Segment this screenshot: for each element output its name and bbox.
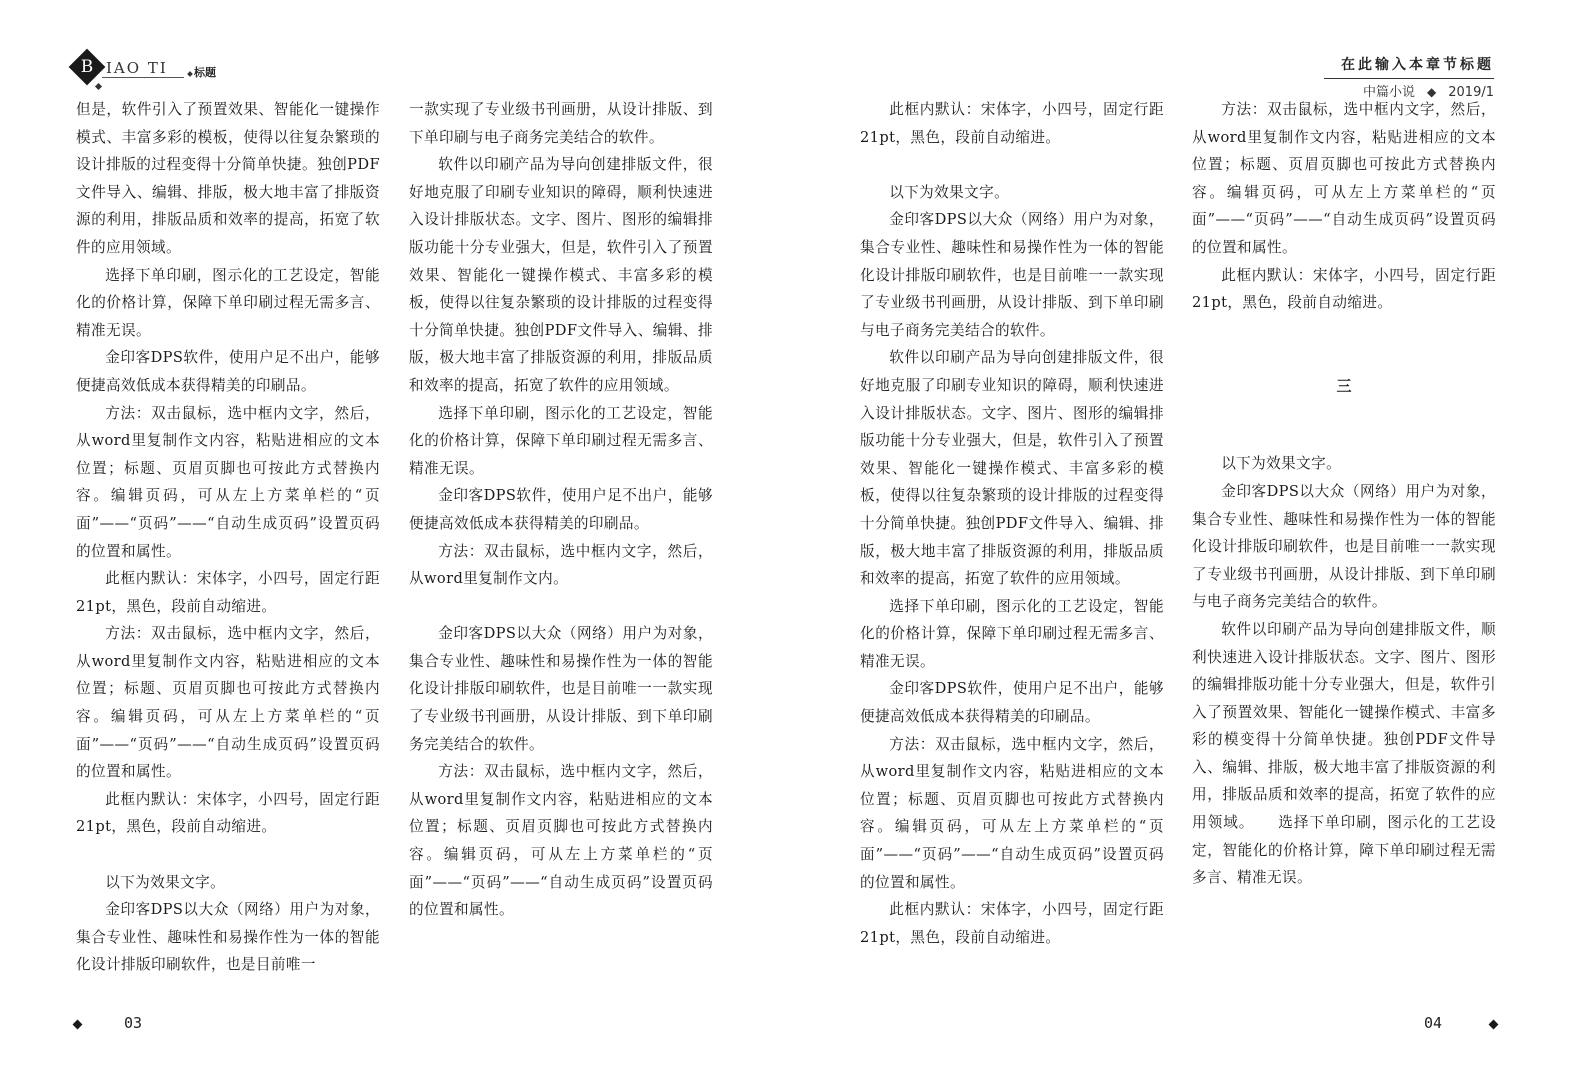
logo-letter: B bbox=[80, 57, 94, 77]
footer-diamond-icon bbox=[1489, 1020, 1499, 1030]
body-paragraph: 软件以印刷产品为导向创建排版文件，顺利快速进入设计排版状态。文字、图片、图形的编辑排版功能十分专业强大，但是，软件引入了预置效果、智能化一键操作模式、丰富多彩的模变得十分简单快捷。独创PDF文件导入、编辑、排版，极大地丰富了排版资源的利用，排版品质和效率的提高，拓宽了软件的应用领域。 选择下单印刷，图示化的工艺设定，智能化的价格计算，障下单印刷过程无需多言、精准无误。 bbox=[1192, 620, 1496, 887]
logo-tag: 标题 bbox=[194, 66, 216, 79]
text-column-3 bbox=[860, 96, 1164, 951]
text-column-2 bbox=[409, 96, 713, 924]
chapter-title: 在此输入本章节标题 bbox=[1341, 57, 1494, 73]
header-rule bbox=[1324, 78, 1494, 79]
body-paragraph: 方法：双击鼠标，选中框内文字，然后，从word里复制作文内容，粘贴进相应的文本位置；标题、页眉页脚也可按此方式替换内容。编辑页码，可从左上方菜单栏的“页面”——“页码”——“自动生成页码”设置页码的位置和属性。 bbox=[76, 404, 380, 560]
right-page bbox=[794, 0, 1588, 1077]
body-paragraph: 金印客DPS以大众（网络）用户为对象，集合专业性、趣味性和易操作性为一体的智能化设计排版印刷软件，也是目前唯一一款实现了专业级书刊画册，从设计排版、到下单印刷与电子商务完美结合的软件。 bbox=[1192, 482, 1496, 611]
logo-dot-icon bbox=[187, 71, 193, 77]
body-paragraph: 金印客DPS以大众（网络）用户为对象，集合专业性、趣味性和易操作性为一体的智能化设计排版印刷软件，也是目前唯一 bbox=[76, 901, 380, 974]
paragraph-spacer bbox=[409, 593, 713, 621]
body-paragraph: 此框内默认：宋体字，小四号，固定行距21pt，黑色，段前自动缩进。 bbox=[860, 101, 1164, 146]
body-paragraph: 以下为效果文字。 bbox=[105, 873, 226, 891]
page-number-right: 04 bbox=[1424, 1014, 1443, 1032]
body-paragraph: 以下为效果文字。 bbox=[1221, 455, 1342, 473]
logo-underline bbox=[102, 77, 184, 78]
body-paragraph: 此框内默认：宋体字，小四号，固定行距21pt，黑色，段前自动缩进。 bbox=[860, 901, 1164, 946]
body-paragraph: 方法：双击鼠标，选中框内文字，然后，从word里复制作文内容，粘贴进相应的文本位置；标题、页眉页脚也可按此方式替换内容。编辑页码，可从左上方菜单栏的“页面”——“页码”——“自动生成页码”设置页码的位置和属性。 bbox=[860, 735, 1164, 891]
body-paragraph: 金印客DPS软件，使用户足不出户，能够便捷高效低成本获得精美的印刷品。 bbox=[860, 680, 1164, 726]
body-paragraph: 方法：双击鼠标，选中框内文字，然后，从word里复制作文内容，粘贴进相应的文本位置；标题、页眉页脚也可按此方式替换内容。编辑页码，可从左上方菜单栏的“页面”——“页码”——“自动生成页码”设置页码的位置和属性。 bbox=[1192, 101, 1496, 256]
body-paragraph: 以下为效果文字。 bbox=[889, 183, 1010, 201]
body-paragraph: 金印客DPS软件，使用户足不出户，能够便捷高效低成本获得精美的印刷品。 bbox=[76, 349, 380, 394]
paragraph-spacer bbox=[860, 151, 1164, 179]
body-paragraph: 金印客DPS以大众（网络）用户为对象，集合专业性、趣味性和易操作性为一体的智能化设计排版印刷软件，也是目前唯一一款实现了专业级书刊画册，从设计排版、到下单印刷与电子商务完美结合的软件。 bbox=[860, 211, 1164, 339]
body-paragraph: 选择下单印刷，图示化的工艺设定，智能化的价格计算，保障下单印刷过程无需多言、精准无误。 bbox=[76, 266, 380, 339]
body-paragraph: 方法：双击鼠标，选中框内文字，然后，从word里复制作文内。 bbox=[409, 542, 713, 588]
text-column-4 bbox=[1192, 96, 1496, 892]
body-paragraph: 软件以印刷产品为导向创建排版文件，很好地克服了印刷专业知识的障碍，顺利快速进入设计排版状态。文字、图片、图形的编辑排版功能十分专业强大，但是，软件引入了预置效果、智能化一键操作模式、丰富多彩的模板，使得以往复杂繁琐的设计排版的过程变得十分简单快捷。独创PDF文件导入、编辑、排版，极大地丰富了排版资源的利用，排版品质和效率的提高，拓宽了软件的应用领域。 bbox=[860, 349, 1164, 588]
body-paragraph: 一款实现了专业级书刊画册，从设计排版、到下单印刷与电子商务完美结合的软件。 bbox=[409, 101, 713, 146]
body-paragraph: 此框内默认：宋体字，小四号，固定行距21pt，黑色，段前自动缩进。 bbox=[1192, 266, 1496, 312]
body-paragraph: 金印客DPS软件，使用户足不出户，能够便捷高效低成本获得精美的印刷品。 bbox=[409, 487, 713, 532]
body-paragraph: 选择下单印刷，图示化的工艺设定，智能化的价格计算，保障下单印刷过程无需多言、精准无误。 bbox=[409, 404, 713, 477]
body-paragraph: 选择下单印刷，图示化的工艺设定，智能化的价格计算，保障下单印刷过程无需多言、精准无误。 bbox=[860, 597, 1164, 670]
body-paragraph: 此框内默认：宋体字，小四号，固定行距21pt，黑色，段前自动缩进。 bbox=[76, 790, 380, 836]
body-paragraph: 但是，软件引入了预置效果、智能化一键操作模式、丰富多彩的模板，使得以往复杂繁琐的设计排版的过程变得十分简单快捷。独创PDF文件导入、编辑、排版，极大地丰富了排版资源的利用，排版品质和效率的提高，拓宽了软件的应用领域。 bbox=[76, 101, 380, 256]
section-number: 三 bbox=[1336, 376, 1352, 395]
body-paragraph: 方法：双击鼠标，选中框内文字，然后，从word里复制作文内容，粘贴进相应的文本位置；标题、页眉页脚也可按此方式替换内容。编辑页码，可从左上方菜单栏的“页面”——“页码”——“自动生成页码”设置页码的位置和属性。 bbox=[76, 625, 380, 781]
body-paragraph: 方法：双击鼠标，选中框内文字，然后，从word里复制作文内容，粘贴进相应的文本位置；标题、页眉页脚也可按此方式替换内容。编辑页码，可从左上方菜单栏的“页面”——“页码”——“自动生成页码”设置页码的位置和属性。 bbox=[409, 763, 713, 919]
page-number-left: 03 bbox=[124, 1014, 143, 1032]
logo-text: IAO TI bbox=[106, 59, 168, 77]
separator-diamond-icon: ◆ bbox=[1427, 85, 1437, 99]
logo-small-diamond-icon bbox=[95, 83, 102, 90]
header-chapter bbox=[1324, 54, 1494, 100]
footer-diamond-icon bbox=[73, 1020, 83, 1030]
issue-date: 2019/1 bbox=[1448, 85, 1494, 100]
text-column-1 bbox=[76, 96, 380, 979]
body-paragraph: 金印客DPS以大众（网络）用户为对象，集合专业性、趣味性和易操作性为一体的智能化设计排版印刷软件，也是目前唯一一款实现了专业级书刊画册，从设计排版、到下单印刷务完美结合的软件。 bbox=[409, 625, 713, 753]
genre-label: 中篇小说 bbox=[1363, 85, 1416, 100]
paragraph-spacer bbox=[76, 841, 380, 869]
header-logo bbox=[72, 50, 232, 90]
body-paragraph: 软件以印刷产品为导向创建排版文件，很好地克服了印刷专业知识的障碍，顺利快速进入设计排版状态。文字、图片、图形的编辑排版功能十分专业强大，但是，软件引入了预置效果、智能化一键操作模式、丰富多彩的模板，使得以往复杂繁琐的设计排版的过程变得十分简单快捷。独创PDF文件导入、编辑、排版，极大地丰富了排版资源的利用，排版品质和效率的提高，拓宽了软件的应用领域。 bbox=[409, 156, 713, 394]
body-paragraph: 此框内默认：宋体字，小四号，固定行距21pt，黑色，段前自动缩进。 bbox=[76, 570, 380, 615]
